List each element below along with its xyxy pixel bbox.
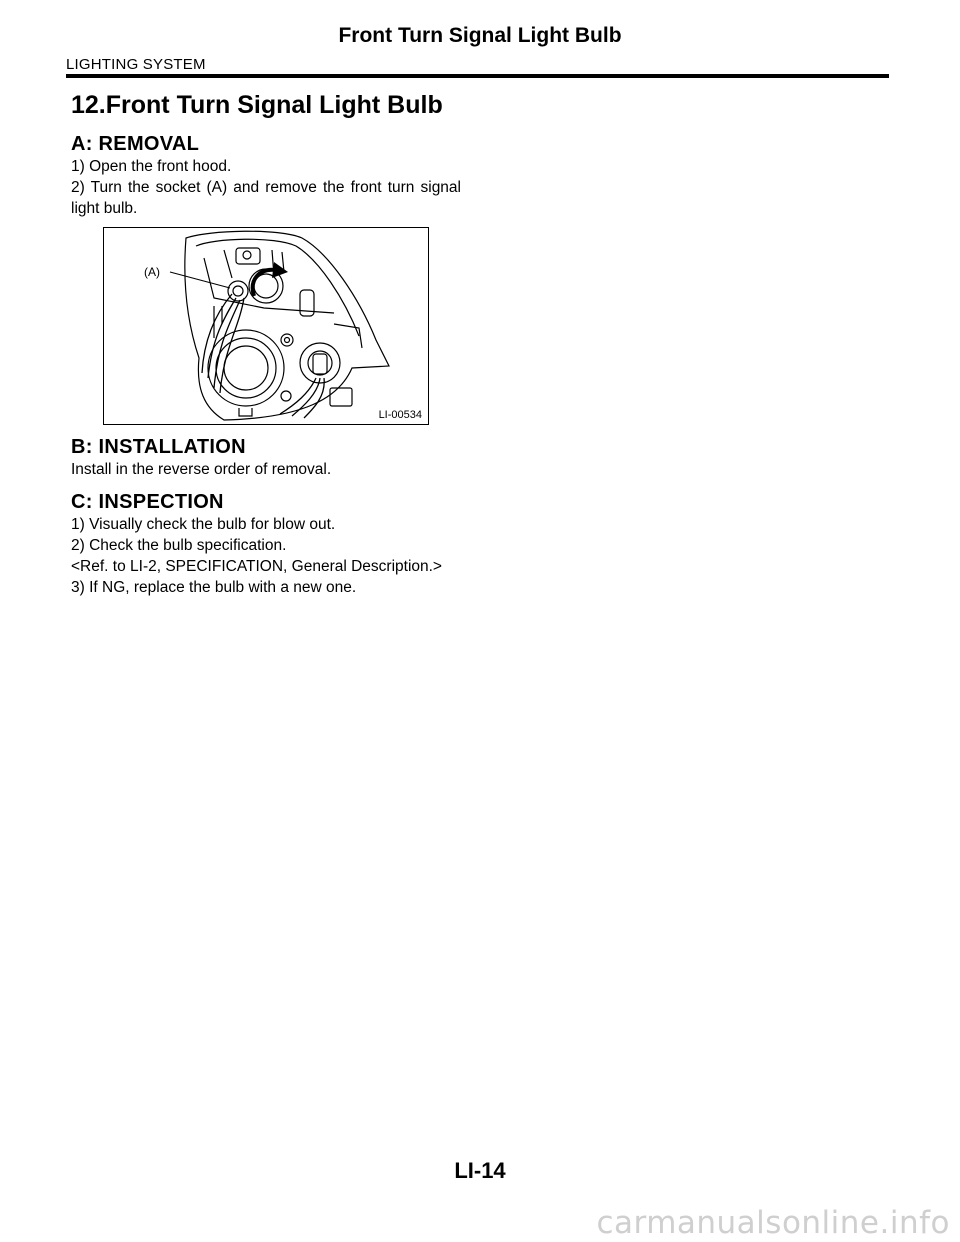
page-header-title: Front Turn Signal Light Bulb bbox=[338, 24, 622, 47]
removal-step: 2) Turn the socket (A) and remove the front turn signal light bulb. bbox=[71, 179, 461, 217]
page-number: LI-14 bbox=[454, 1158, 506, 1183]
header-divider bbox=[66, 74, 889, 78]
page-title: 12.Front Turn Signal Light Bulb bbox=[71, 91, 443, 119]
reference-link: <Ref. to LI-2, SPECIFICATION, General Description.> bbox=[71, 558, 442, 575]
inspection-heading: C: INSPECTION bbox=[71, 491, 224, 513]
inspection-step: 3) If NG, replace the bulb with a new one. bbox=[71, 579, 357, 596]
installation-text: Install in the reverse order of removal. bbox=[71, 461, 332, 478]
inspection-step: 1) Visually check the bulb for blow out. bbox=[71, 516, 336, 533]
headlight-drawing bbox=[104, 228, 429, 425]
inspection-step: 2) Check the bulb specification. bbox=[71, 537, 287, 554]
watermark: carmanualsonline.info bbox=[596, 1205, 950, 1241]
main-content bbox=[71, 90, 461, 598]
section-label: LIGHTING SYSTEM bbox=[66, 56, 206, 73]
figure-id: LI-00534 bbox=[378, 409, 422, 421]
headlight-illustration bbox=[103, 227, 429, 425]
removal-step: 1) Open the front hood. bbox=[71, 158, 232, 175]
removal-heading: A: REMOVAL bbox=[71, 133, 200, 155]
installation-heading: B: INSTALLATION bbox=[71, 436, 246, 458]
callout-label-a: (A) bbox=[144, 265, 160, 279]
